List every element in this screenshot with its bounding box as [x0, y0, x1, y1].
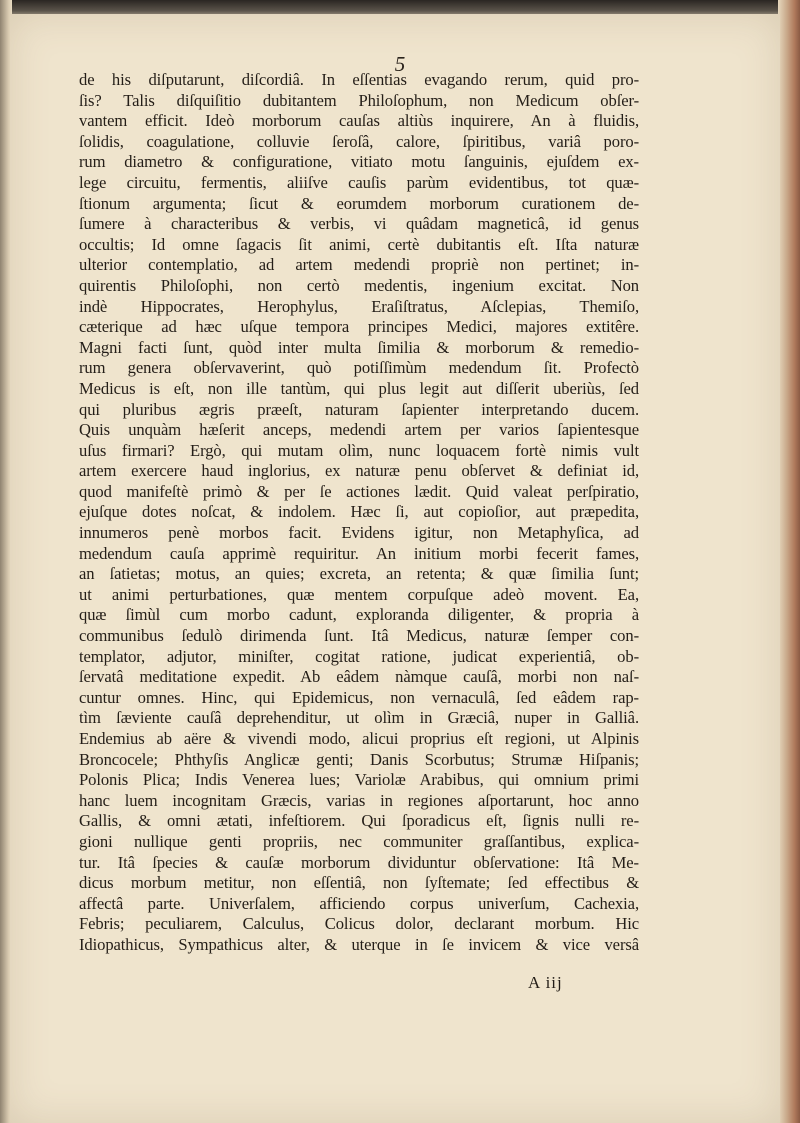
- text-line: uſus firmari? Ergò, qui mutam olìm, nunc loquacem fortè nimis vult: [79, 440, 639, 460]
- text-line: Endemius ab aëre & vivendi modo, alicui proprius eſt regioni, ut Alpinis: [79, 729, 639, 748]
- text-line: qui pluribus ægris præeſt, naturam ſapienter interpretando ducem.: [79, 399, 639, 419]
- text-line: ſumere à characteribus & verbis, vi quâdam magneticâ, id genus: [79, 214, 639, 234]
- text-line: Polonis Plica; Indis Venerea lues; Variolæ Arabibus, qui omnium primi: [79, 770, 639, 790]
- text-line: occultis; Id omne ſagacis ſit animi, certè dubitantis eſt. Iſta naturæ: [79, 234, 639, 254]
- text-line: ſolidis, coagulatione, colluvie ſeroſâ, calore, ſpiritibus, variâ poro-: [79, 131, 639, 151]
- book-page-edge: [778, 0, 800, 1123]
- text-line: dicus morbum metitur, non eſſentiâ, non ſyſtemate; ſed effectibus &: [79, 873, 639, 893]
- text-line: quirentis Philoſophi, non certò medentis, ingenium excitat. Non: [79, 275, 639, 295]
- text-line: tìm ſæviente cauſâ deprehenditur, ut olìm in Græciâ, nuper in Galliâ.: [79, 708, 639, 728]
- text-line: cæterique ad hæc uſque tempora principes Medici, majores extitêre.: [79, 317, 639, 337]
- text-line: Febris; peculiarem, Calculus, Colicus dolor, declarant morbum. Hic: [79, 914, 639, 934]
- text-line: rum diametro & configuratione, vitiato motu ſanguinis, ejuſdem ex-: [79, 152, 639, 172]
- text-line: Idiopathicus, Sympathicus alter, & uterque in ſe invicem & vice versâ: [79, 934, 639, 954]
- text-line: artem exercere haud inglorius, ex naturæ penu obſervet & definiat id,: [79, 461, 639, 481]
- text-line: templator, adjutor, miniſter, cogitat ratione, judicat experientiâ, ob-: [79, 646, 639, 666]
- text-line: ſis? Talis diſquiſitio dubitantem Philoſophum, non Medicum obſer-: [79, 90, 639, 110]
- text-line: an ſatietas; motus, an quies; excreta, an retenta; & quæ ſimilia ſunt;: [79, 564, 639, 584]
- text-line: ulterior contemplatio, ad artem medendi propriè non pertinet; in-: [79, 255, 639, 275]
- signature-mark: A iij: [528, 973, 563, 992]
- text-line: ut animi perturbationes, quæ mentem corpuſque adeò movent. Ea,: [79, 584, 639, 604]
- text-line: Gallis, & omni ætati, infeſtiorem. Qui ſporadicus eſt, ſignis nulli re-: [79, 811, 639, 831]
- text-line: vantem efficit. Ideò morborum cauſas altiùs inquirere, An à fluidis,: [79, 111, 639, 131]
- text-line: ſtionum argumenta; ſicut & eorumdem morborum curationem de-: [79, 193, 639, 213]
- body-text: [79, 70, 639, 956]
- page-number: 5: [394, 52, 406, 76]
- text-line: innumeros penè morbos facit. Evidens igitur, non Metaphyſica, ad: [79, 523, 639, 543]
- text-line: communibus ſedulò dirimenda ſunt. Itâ Medicus, naturæ ſemper con-: [79, 626, 639, 646]
- text-line: quod manifeſtè primò & per ſe actiones lædit. Quid valeat perſpiratio,: [79, 481, 639, 501]
- text-line: gioni nullique genti propriis, nec communiter graſſantibus, explica-: [79, 831, 639, 851]
- text-line: Quis unquàm hæſerit anceps, medendi artem per varios ſapientesque: [79, 420, 639, 440]
- text-line: rum genera obſervaverint, quò potiſſimùm medendum ſit. Profectò: [79, 358, 639, 378]
- text-line: hanc luem incognitam Græcis, varias in regiones aſportarunt, hoc anno: [79, 790, 639, 810]
- text-line: Broncocele; Phthyſis Anglicæ genti; Danis Scorbutus; Strumæ Hiſpanis;: [79, 749, 639, 769]
- text-line: indè Hippocrates, Herophylus, Eraſiſtratus, Aſclepias, Themiſo,: [79, 296, 639, 316]
- text-line: Medicus is eſt, non ille tantùm, qui plus legit aut diſſerit uberiùs, ſed: [79, 378, 639, 398]
- text-line: affectâ parte. Univerſalem, afficiendo corpus univerſum, Cachexia,: [79, 893, 639, 913]
- text-line: tur. Itâ ſpecies & cauſæ morborum dividuntur obſervatione: Itâ Me-: [79, 852, 639, 872]
- text-line: de his diſputarunt, diſcordiâ. In eſſentias evagando rerum, quid pro-: [79, 70, 639, 89]
- text-line: cuntur omnes. Hinc, qui Epidemicus, non vernaculâ, ſed eâdem rap-: [79, 687, 639, 707]
- text-line: ejuſque dotes noſcat, & indolem. Hæc ſi, aut copioſior, aut præpedita,: [79, 502, 639, 522]
- text-line: ſervatâ meditatione expedit. Ab eâdem nàmque cauſâ, morbi non naſ-: [79, 667, 639, 687]
- text-line: quæ ſimùl cum morbo cadunt, exploranda diligenter, & propria à: [79, 605, 639, 625]
- text-line: medendum cauſa apprimè requiritur. An initium morbi fecerit fames,: [79, 543, 639, 563]
- text-line: Magni facti ſunt, quòd inter multa ſimilia & morborum & remedio-: [79, 337, 639, 357]
- text-line: lege circuitu, fermentis, aliiſve cauſis parùm evidentibus, tot quæ-: [79, 172, 639, 192]
